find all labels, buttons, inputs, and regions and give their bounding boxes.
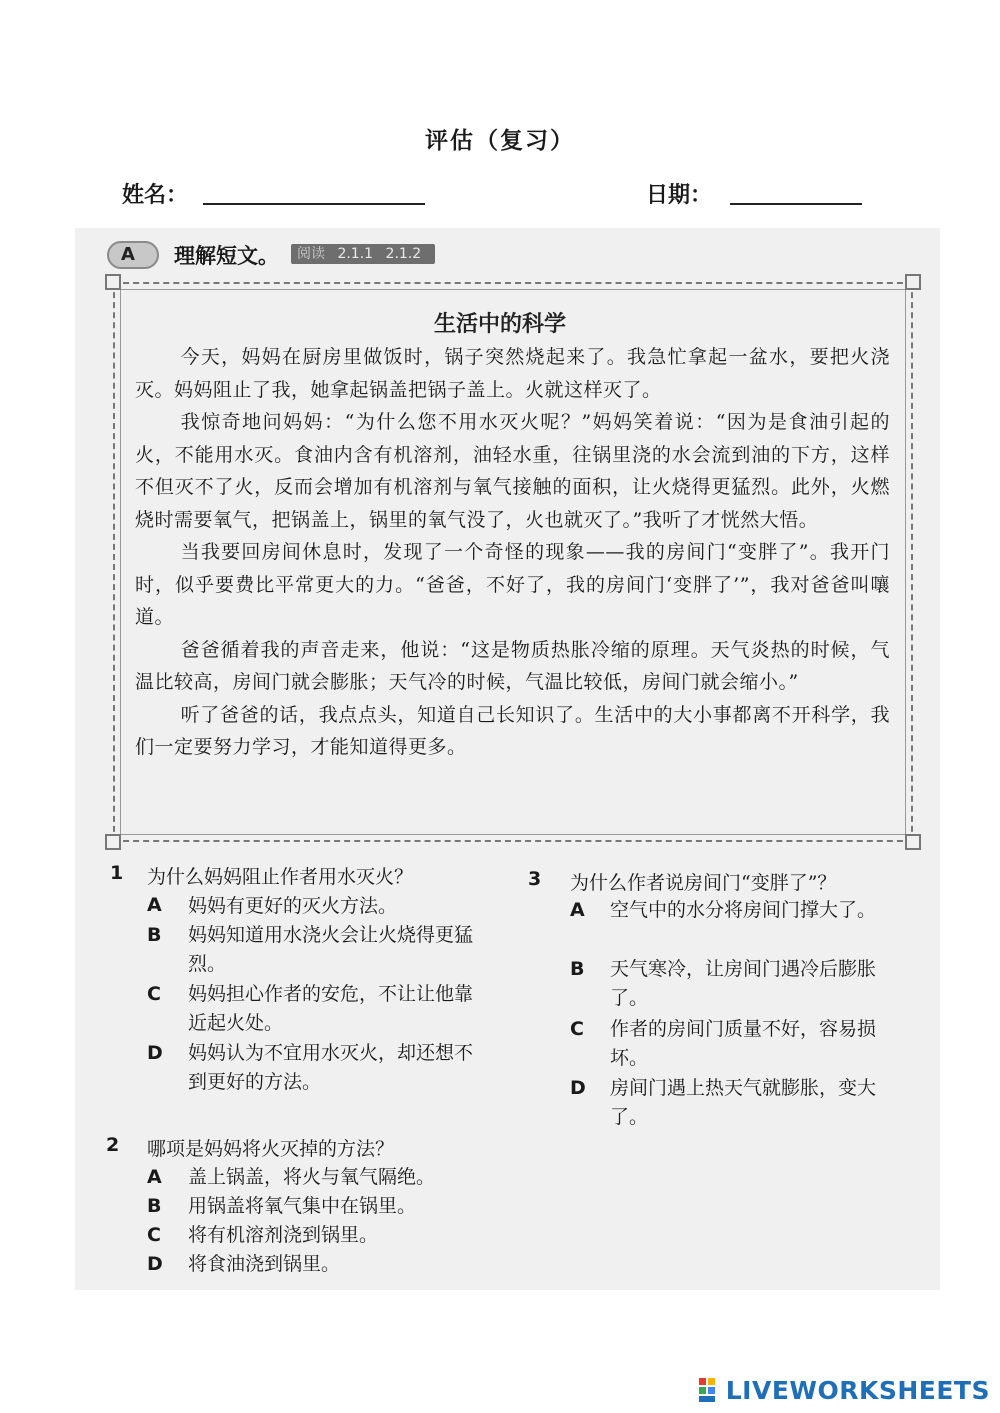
- question-number: 1: [110, 862, 124, 884]
- frame-corner-br: [905, 834, 921, 850]
- option-text[interactable]: 盖上锅盖，将火与氧气隔绝。: [188, 1166, 436, 1188]
- option-letter[interactable]: A: [147, 1166, 162, 1188]
- option-letter[interactable]: D: [147, 1253, 163, 1275]
- option-text[interactable]: 作者的房间门质量不好，容易损坏。: [610, 1018, 877, 1069]
- passage-paragraph: 听了爸爸的话，我点点头，知道自己长知识了。生活中的大小事都离不开科学，我们一定要努力学习，才能知道得更多。: [135, 703, 890, 758]
- option-text[interactable]: 天气寒冷，让房间门遇冷后膨胀了。: [610, 958, 877, 1009]
- option-text[interactable]: 房间门遇上热天气就膨胀，变大了。: [610, 1077, 877, 1128]
- name-input-line[interactable]: [203, 203, 425, 205]
- passage-title: 生活中的科学: [433, 312, 566, 337]
- option-letter[interactable]: C: [147, 1224, 161, 1246]
- option-text[interactable]: 将食油浇到锅里。: [188, 1253, 341, 1275]
- skill-tag: [291, 244, 435, 264]
- option-text[interactable]: 将有机溶剂浇到锅里。: [188, 1224, 379, 1246]
- passage-paragraph: 我惊奇地问妈妈：“为什么您不用水灭火呢？”妈妈笑着说：“因为是食油引起的火，不能用水灭。食油内含有机溶剂，油轻水重，往锅里浇的水会流到油的下方，这样不但灭不了火，反而会增加有机溶剂与氧气接触的面积，让火烧得更猛烈。此外，火燃烧时需要氧气，把锅盖上，锅里的氧气没了，火也就灭了。”我听了才恍然大悟。: [135, 411, 890, 531]
- question-text: 哪项是妈妈将火灭掉的方法？: [147, 1138, 395, 1160]
- option-text[interactable]: 用锅盖将氧气集中在锅里。: [188, 1195, 417, 1217]
- option-letter[interactable]: A: [147, 894, 162, 916]
- skill-tag-code-1: 2.1.1: [337, 246, 374, 262]
- date-label: 日期：: [646, 182, 713, 208]
- frame-corner-bl: [105, 834, 121, 850]
- option-letter[interactable]: B: [570, 958, 585, 980]
- option-letter[interactable]: C: [147, 983, 161, 1005]
- date-input-line[interactable]: [730, 203, 862, 205]
- option-text[interactable]: 妈妈认为不宜用水灭火，却还想不到更好的方法。: [188, 1042, 474, 1093]
- question-text: 为什么妈妈阻止作者用水灭火？: [147, 866, 414, 888]
- question-text: 为什么作者说房间门“变胖了”？: [570, 872, 837, 894]
- name-label: 姓名：: [122, 182, 189, 208]
- frame-corner-tl: [105, 274, 121, 290]
- option-text[interactable]: 妈妈担心作者的安危，不让让他靠近起火处。: [188, 983, 474, 1034]
- page-title: 评估（复习）: [425, 127, 575, 154]
- option-text[interactable]: 妈妈知道用水浇火会让火烧得更猛烈。: [188, 924, 474, 975]
- option-letter[interactable]: D: [147, 1042, 163, 1064]
- option-letter[interactable]: B: [147, 1195, 162, 1217]
- option-letter[interactable]: A: [570, 899, 585, 921]
- section-heading: 理解短文。: [174, 244, 279, 268]
- passage-paragraph: 爸爸循着我的声音走来，他说：“这是物质热胀冷缩的原理。天气炎热的时候，气温比较高，房间门就会膨胀；天气冷的时候，气温比较低，房间门就会缩小。”: [135, 638, 890, 693]
- frame-corner-tr: [905, 274, 921, 290]
- option-letter[interactable]: D: [570, 1077, 586, 1099]
- option-letter[interactable]: B: [147, 924, 162, 946]
- skill-tag-word: 阅读: [297, 246, 325, 262]
- liveworksheets-logo-icon: [698, 1377, 724, 1403]
- option-letter[interactable]: C: [570, 1018, 584, 1040]
- passage-paragraph: 今天，妈妈在厨房里做饭时，锅子突然烧起来了。我急忙拿起一盆水，要把火浇灭。妈妈阻止了我，她拿起锅盖把锅子盖上。火就这样灭了。: [135, 346, 890, 401]
- skill-tag-code-2: 2.1.2: [385, 246, 422, 262]
- passage-paragraph: 当我要回房间休息时，发现了一个奇怪的现象——我的房间门“变胖了”。我开门时，似乎要费比平常更大的力。“爸爸，不好了，我的房间门‘变胖了’”，我对爸爸叫嚷道。: [135, 541, 890, 628]
- passage-body: [135, 341, 890, 764]
- option-text[interactable]: 空气中的水分将房间门撑大了。: [610, 899, 877, 921]
- question-number: 3: [528, 868, 542, 890]
- option-text[interactable]: 妈妈有更好的灭火方法。: [188, 895, 398, 917]
- liveworksheets-logo-text: LIVEWORKSHEETS: [725, 1376, 990, 1405]
- section-badge: A: [107, 241, 159, 269]
- question-number: 2: [106, 1134, 120, 1156]
- liveworksheets-logo[interactable]: [698, 1376, 990, 1405]
